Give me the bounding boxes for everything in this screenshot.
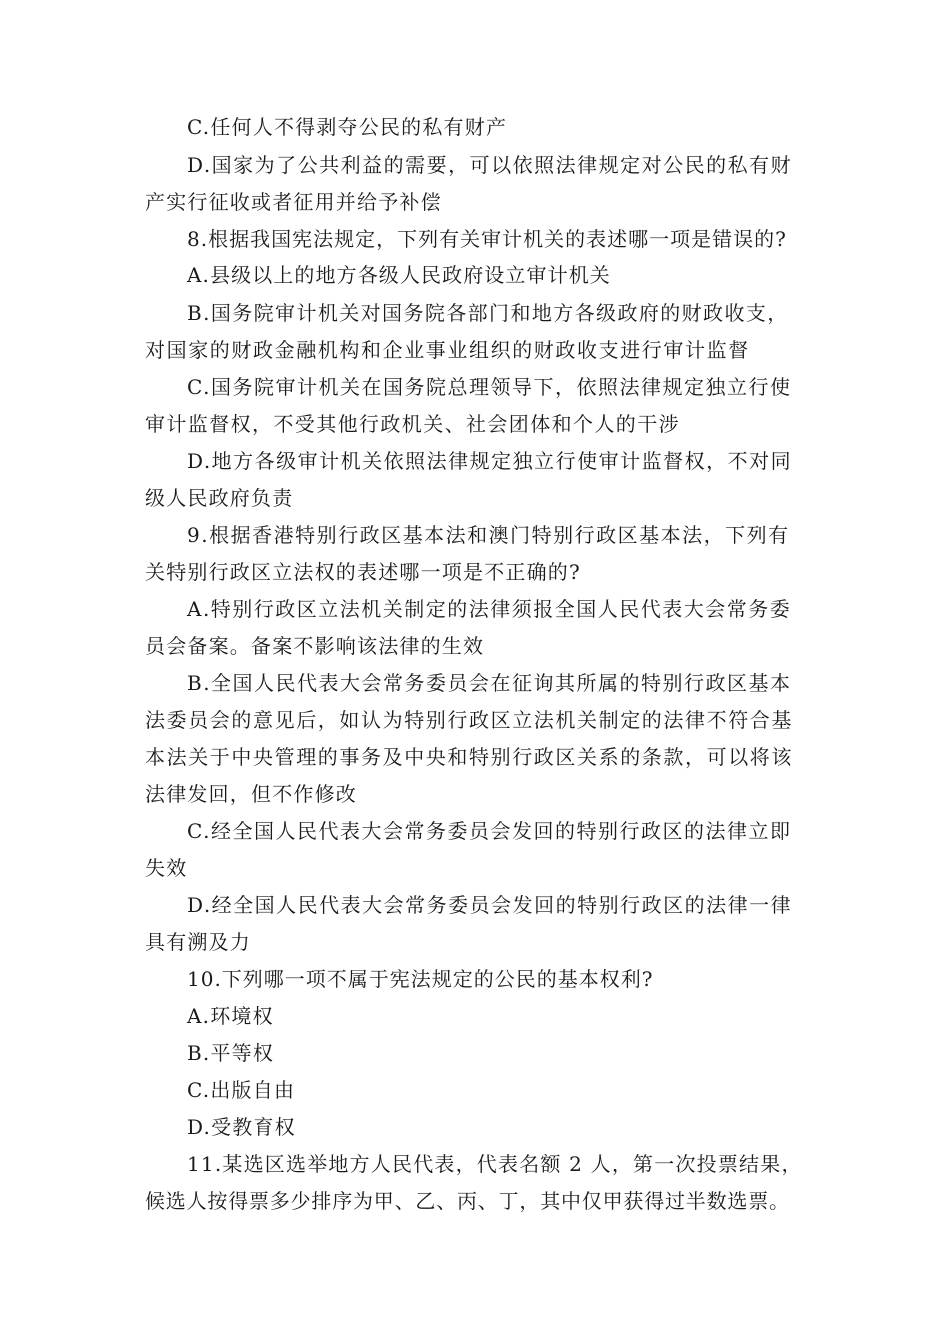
question-9-stem-line-2: 关特别行政区立法权的表述哪一项是不正确的? xyxy=(145,560,581,584)
question-9-option-d-line-2: 具有溯及力 xyxy=(145,930,251,954)
question-8-option-c-line-2: 审计监督权，不受其他行政机关、社会团体和个人的干涉 xyxy=(145,412,680,436)
question-7-option-d-line-2: 产实行征收或者征用并给予补偿 xyxy=(145,190,442,214)
question-7-option-d-line-1: D.国家为了公共利益的需要，可以依照法律规定对公民的私有财 xyxy=(187,153,793,177)
question-8-option-a: A.县级以上的地方各级人民政府设立审计机关 xyxy=(187,263,611,287)
question-8-option-b-line-1: B.国务院审计机关对国务院各部门和地方各级政府的财政收支， xyxy=(187,301,789,325)
question-9-option-a-line-2: 员会备案。备案不影响该法律的生效 xyxy=(145,634,485,658)
question-9-stem-line-1: 9.根据香港特别行政区基本法和澳门特别行政区基本法，下列有 xyxy=(187,523,790,547)
question-11-stem-line-2: 候选人按得票多少排序为甲、乙、丙、丁，其中仅甲获得过半数选票。 xyxy=(145,1189,790,1213)
question-9-option-b-line-2: 法委员会的意见后，如认为特别行政区立法机关制定的法律不符合基 xyxy=(145,708,793,732)
question-8-option-c-line-1: C.国务院审计机关在国务院总理领导下，依照法律规定独立行使 xyxy=(187,375,792,399)
question-9-option-d-line-1: D.经全国人民代表大会常务委员会发回的特别行政区的法律一律 xyxy=(187,893,793,917)
question-9-option-b-line-4: 法律发回，但不作修改 xyxy=(145,782,357,806)
question-10-option-a: A.环境权 xyxy=(187,1004,274,1028)
question-9-option-c-line-2: 失效 xyxy=(145,856,188,880)
question-11-stem-line-1: 11.某选区选举地方人民代表，代表名额 2 人，第一次投票结果， xyxy=(187,1152,803,1176)
question-8-option-d-line-2: 级人民政府负责 xyxy=(145,486,294,510)
question-8-stem: 8.根据我国宪法规定，下列有关审计机关的表述哪一项是错误的? xyxy=(187,227,787,251)
question-9-option-c-line-1: C.经全国人民代表大会常务委员会发回的特别行政区的法律立即 xyxy=(187,819,792,843)
question-7-option-c: C.任何人不得剥夺公民的私有财产 xyxy=(187,115,508,139)
question-9-option-b-line-3: 本法关于中央管理的事务及中央和特别行政区关系的条款，可以将该 xyxy=(145,745,793,769)
question-9-option-b-line-1: B.全国人民代表大会常务委员会在征询其所属的特别行政区基本 xyxy=(187,671,792,695)
question-9-option-a-line-1: A.特别行政区立法机关制定的法律须报全国人民代表大会常务委 xyxy=(187,597,792,621)
question-8-option-d-line-1: D.地方各级审计机关依照法律规定独立行使审计监督权，不对同 xyxy=(187,449,793,473)
question-10-option-c: C.出版自由 xyxy=(187,1078,296,1102)
question-8-option-b-line-2: 对国家的财政金融机构和企业事业组织的财政收支进行审计监督 xyxy=(145,338,750,362)
question-10-stem: 10.下列哪一项不属于宪法规定的公民的基本权利? xyxy=(187,967,654,991)
question-10-option-b: B.平等权 xyxy=(187,1041,275,1065)
question-10-option-d: D.受教育权 xyxy=(187,1115,296,1139)
